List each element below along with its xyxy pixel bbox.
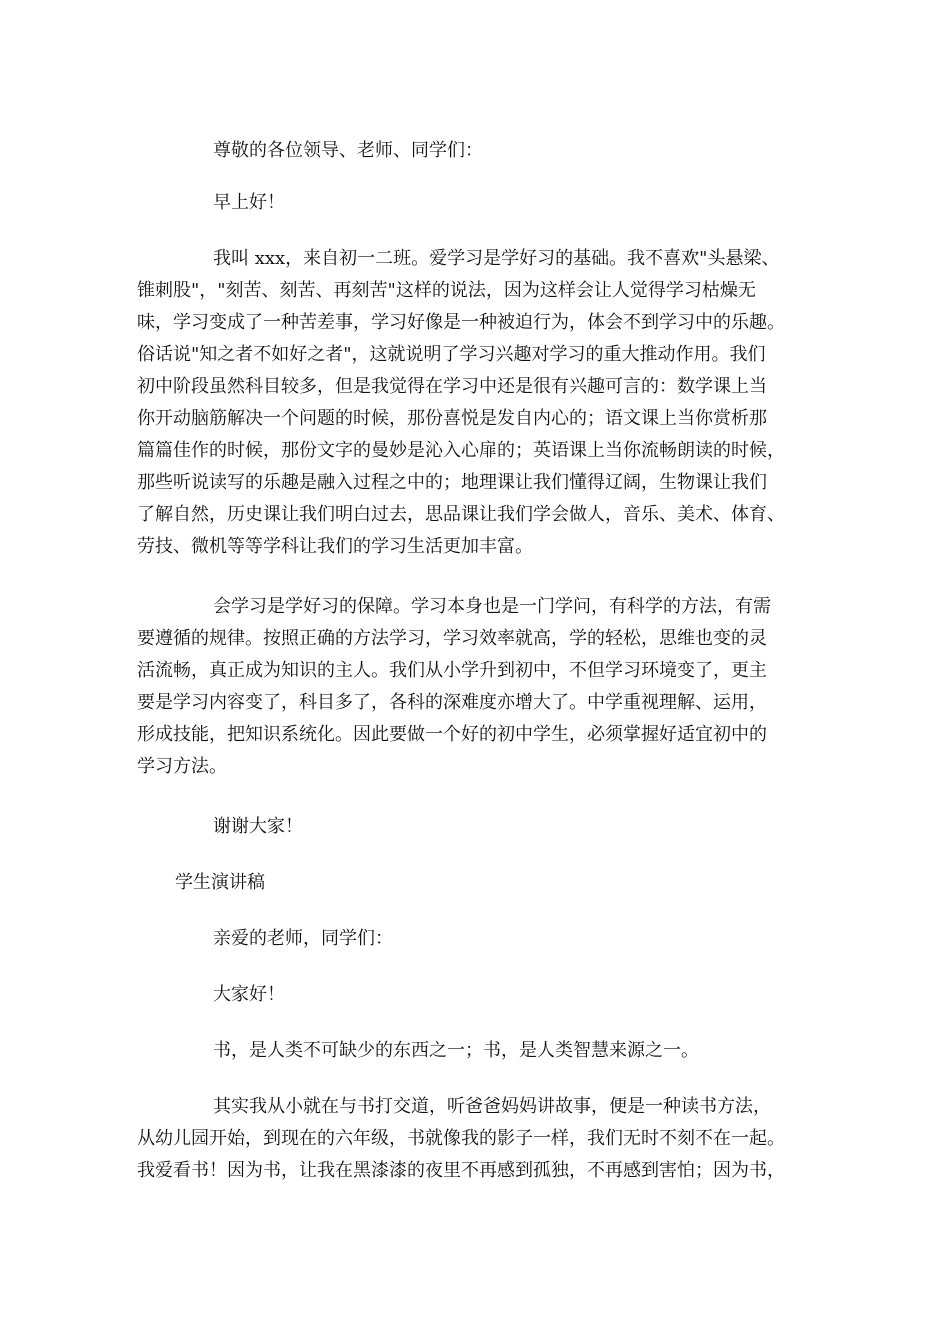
paragraph-1-line: 篇篇佳作的时候，那份文字的曼妙是沁入心扉的；英语课上当你流畅朗读的时候， [137,440,785,461]
paragraph-4-line: 我爱看书！因为书，让我在黑漆漆的夜里不再感到孤独，不再感到害怕；因为书， [137,1160,785,1181]
closing-line: 谢谢大家！ [213,816,303,837]
paragraph-1-line: 俗话说"知之者不如好之者"，这就说明了学习兴趣对学习的重大推动作用。我们 [137,344,766,365]
paragraph-1-line: 那些听说读写的乐趣是融入过程之中的；地理课让我们懂得辽阔，生物课让我们 [137,472,767,493]
paragraph-3-line: 书，是人类不可缺少的东西之一；书，是人类智慧来源之一。 [213,1040,699,1061]
paragraph-2-line: 形成技能，把知识系统化。因此要做一个好的初中学生，必须掌握好适宜初中的 [137,724,767,745]
paragraph-2-line: 活流畅，真正成为知识的主人。我们从小学升到初中，不但学习环境变了，更主 [137,660,767,681]
paragraph-2-line: 会学习是学好习的保障。学习本身也是一门学问，有科学的方法，有需 [213,596,771,617]
paragraph-4-line: 其实我从小就在与书打交道，听爸爸妈妈讲故事，便是一种读书方法， [213,1096,771,1117]
paragraph-2-line: 要是学习内容变了，科目多了，各科的深难度亦增大了。中学重视理解、运用， [137,692,767,713]
paragraph-1-line: 初中阶段虽然科目较多，但是我觉得在学习中还是很有兴趣可言的：数学课上当 [137,376,767,397]
paragraph-2-line: 要遵循的规律。按照正确的方法学习，学习效率就高，学的轻松，思维也变的灵 [137,628,767,649]
paragraph-1-line: 劳技、微机等等学科让我们的学习生活更加丰富。 [137,536,533,557]
greeting-line: 早上好！ [213,192,285,213]
paragraph-1-line: 了解自然，历史课让我们明白过去，思品课让我们学会做人，音乐、美术、体育、 [137,504,785,525]
salutation-line: 亲爱的老师，同学们： [213,928,393,949]
salutation-line: 尊敬的各位领导、老师、同学们： [213,140,483,161]
section-title: 学生演讲稿 [175,872,265,893]
paragraph-2-line: 学习方法。 [137,756,227,777]
paragraph-1-line: 我叫 xxx，来自初一二班。爱学习是学好习的基础。我不喜欢"头悬梁、 [213,248,780,269]
paragraph-4-line: 从幼儿园开始，到现在的六年级，书就像我的影子一样，我们无时不刻不在一起。 [137,1128,785,1149]
greeting-line: 大家好！ [213,984,285,1005]
paragraph-1-line: 锥刺股"，"刻苦、刻苦、再刻苦"这样的说法，因为这样会让人觉得学习枯燥无 [137,280,756,301]
paragraph-1-line: 你开动脑筋解决一个问题的时候，那份喜悦是发自内心的；语文课上当你赏析那 [137,408,767,429]
paragraph-1-line: 味，学习变成了一种苦差事，学习好像是一种被迫行为，体会不到学习中的乐趣。 [137,312,785,333]
